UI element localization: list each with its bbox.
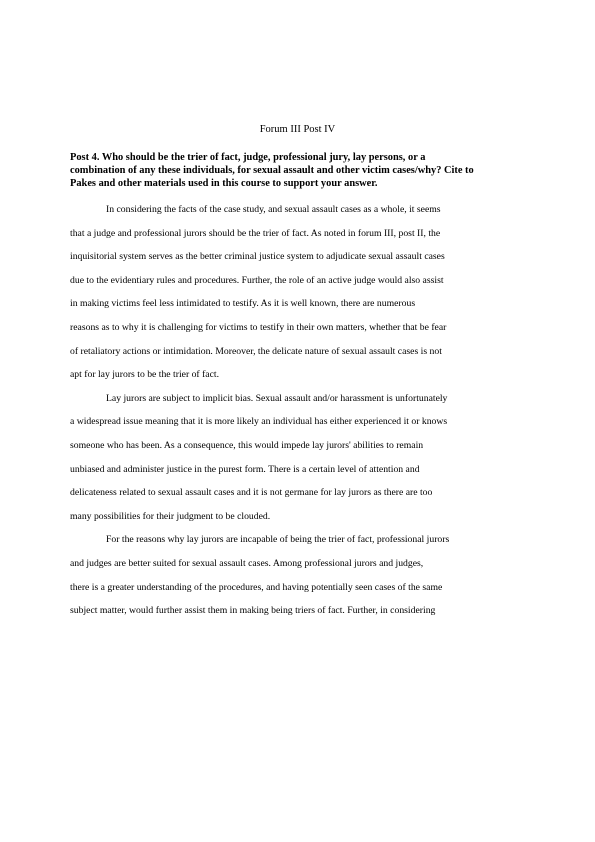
text-line: subject matter, would further assist them in making being triers of fact. Further, in considering	[70, 605, 436, 617]
question-line: Pakes and other materials used in this course to support your answer.	[70, 178, 378, 189]
text-line: someone who has been. As a consequence, this would impede lay jurors' abilities to remain	[70, 439, 424, 451]
text-line: unbiased and administer justice in the purest form. There is a certain level of attention and	[70, 463, 420, 475]
text-line: there is a greater understanding of the procedures, and having potentially seen cases of the same	[70, 581, 443, 593]
text-line: many possibilities for their judgment to be clouded.	[70, 510, 271, 522]
text-line: delicateness related to sexual assault cases and it is not germane for lay jurors as there are too	[70, 487, 433, 499]
paragraph	[70, 392, 530, 534]
question-prompt	[70, 151, 530, 190]
paragraph	[70, 533, 530, 627]
text-line: In considering the facts of the case study, and sexual assault cases as a whole, it seems	[106, 204, 441, 215]
text-line: Lay jurors are subject to implicit bias. Sexual assault and/or harassment is unfortunately	[106, 392, 448, 404]
text-line: of retaliatory actions or intimidation. Moreover, the delicate nature of sexual assault cases is not	[70, 345, 442, 357]
paragraph	[70, 203, 530, 392]
question-line: combination of any these individuals, for sexual assault and other victim cases/why? Cite to	[70, 165, 474, 176]
text-line: reasons as to why it is challenging for victims to testify in their own matters, whether that be fear	[70, 321, 447, 333]
text-line: in making victims feel less intimidated to testify. As it is well known, there are numerous	[70, 298, 416, 310]
text-line: inquisitorial system serves as the better criminal justice system to adjudicate sexual assault cases	[70, 251, 445, 263]
text-line: For the reasons why lay jurors are incapable of being the trier of fact, professional jurors	[106, 534, 450, 546]
document-body	[70, 203, 530, 628]
text-line: that a judge and professional jurors should be the trier of fact. As noted in forum III, post II, the	[70, 227, 441, 239]
text-line: and judges are better suited for sexual assault cases. Among professional jurors and judges,	[70, 557, 424, 569]
document-title: Forum III Post IV	[259, 124, 336, 135]
text-line: due to the evidentiary rules and procedures. Further, the role of an active judge would also assist	[70, 274, 444, 286]
text-line: a widespread issue meaning that it is more likely an individual has either experienced it or knows	[70, 416, 448, 428]
text-line: apt for lay jurors to be the trier of fact.	[70, 369, 220, 381]
question-line: Post 4. Who should be the trier of fact, judge, professional jury, lay persons, or a	[70, 152, 426, 163]
